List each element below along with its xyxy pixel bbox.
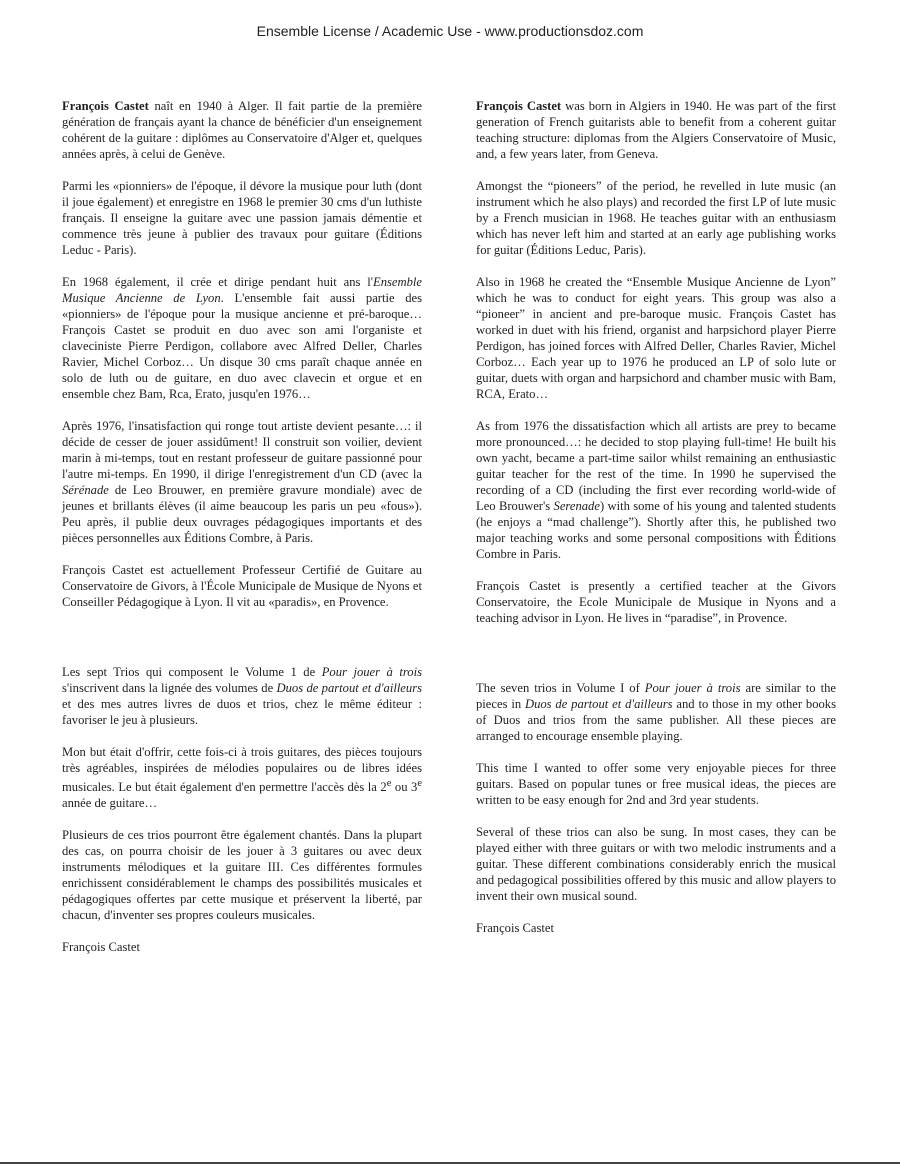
- en-bio-paragraph-1: François Castet was born in Algiers in 1940. He was part of the first generation of French guitarists able to benefit from a coherent guitar teaching structure: diplomas from the Algiers Conservatoire of Music, and, a few years later, from Geneva.: [476, 99, 837, 161]
- en-bio-paragraph-2: Amongst the “pioneers” of the period, he revelled in lute music (an instrument which he also plays) and recorded the first LP of lute music by a French musician in 1968. He teaches guitar with an enthusiasm which has never left him and started at an early age publishing works for guitar (Éditions Leduc, Paris).: [476, 179, 836, 257]
- fr-bio-paragraph-5: François Castet est actuellement Professeur Certifié de Guitare au Conservatoire de Givors, à l'École Municipale de Musique de Nyons et Conseiller Pédagogique à Lyon. Il vit au «paradis», en Provence.: [62, 563, 422, 609]
- fr-author-name: François Castet: [62, 99, 149, 113]
- fr-bio-paragraph-2: Parmi les «pionniers» de l'époque, il dévore la musique pour luth (dont il joue également) et enregistre en 1968 le premier 30 cms d'un luthiste français. Il enseigne la guitare avec une passion jamais démentie et commence très jeune à publier des travaux pour guitare (Éditions Leduc - Paris).: [62, 179, 422, 257]
- en-intro-paragraph-3: Several of these trios can also be sung. In most cases, they can be played either with three guitars or with two melodic instruments and a guitar. These different combinations considerably enrich the musical and pedagogical possibilities offered by this music and allow players to invent their own musical sound.: [476, 825, 837, 903]
- en-bio-paragraph-5: François Castet is presently a certified teacher at the Givors Conservatoire, the Ecole Municipale de Musique in Nyons and a teaching advisor in Lyon. He lives in “paradise”, in Provence.: [476, 579, 836, 625]
- fr-signature: François Castet: [62, 940, 140, 955]
- fr-bio-paragraph-4: Après 1976, l'insatisfaction qui ronge tout artiste devient pesante…: il décide de cesser de jouer assidûment! Il construit son voilier, devient marin à mi-temps, tout en restant professeur de guitare passionné pour l'autre mi-temps. En 1990, il dirige l'enregistrement d'un CD (avec la Sérénade de Leo Brouwer, en première gravure mondiale) avec de jeunes et brillants élèves (il aime beaucoup les paris un peu «fous»). Peu après, il publie deux ouvrages pédagogiques importants et des pièces personnelles aux Éditions Combre, à Paris.: [62, 419, 422, 545]
- fr-bio-paragraph-1: François Castet naît en 1940 à Alger. Il fait partie de la première génération de français ayant la chance de bénéficier d'un enseignement cohérent de la guitare : diplômes au Conservatoire d'Alger et, quelques années après, à celui de Genève.: [62, 99, 422, 161]
- en-signature: François Castet: [476, 921, 554, 935]
- english-column: [476, 98, 836, 952]
- en-bio-paragraph-4: As from 1976 the dissatisfaction which all artists are prey to became more pronounced…: he decided to stop playing full-time! He built his own yacht, became a part-time sailor whilst remaining an enthusiastic guitar teacher for the rest of the time. In 1990 he supervised the recording of a CD (including the first ever recording world-wide of Leo Brouwer's Serenade) with some of his young and talented students (he enjoys a “mad challenge”). Shortly after this, he published two major teaching works and some personal compositions with Éditions Combre in Paris.: [476, 419, 836, 561]
- en-intro-paragraph-1: The seven trios in Volume I of Pour jouer à trois are similar to the pieces in Duos de partout et d'ailleurs and to those in my other books of Duos and trios from the same publisher. All these pieces are arranged to encourage ensemble playing.: [476, 681, 836, 743]
- french-column: [62, 98, 422, 971]
- fr-intro-paragraph-1: Les sept Trios qui composent le Volume 1 de Pour jouer à trois s'inscrivent dans la lignée des volumes de Duos de partout et d'ailleurs et des mes autres livres de duos et trios, chez le même éditeur : favoriser le jeu à plusieurs.: [62, 665, 423, 727]
- en-author-name: François Castet: [476, 99, 562, 113]
- en-bio-paragraph-3: Also in 1968 he created the “Ensemble Musique Ancienne de Lyon” which he was to conduct for eight years. This group was also a “pioneer” in ancient and pre-baroque music. François Castet has worked in duet with his friend, organist and harpsichord player Pierre Perdigon, has joined forces with Alfred Deller, Charles Ravier, Michel Corboz… Each year up to 1976 he produced an LP of solo lute or guitar, duets with organ and harpsichord and chamber music with Bam, RCA, Erato…: [476, 275, 836, 401]
- fr-intro-paragraph-2: Mon but était d'offrir, cette fois-ci à trois guitares, des pièces toujours très agréables, inspirées de mélodies populaires ou de libres idées musicales. Le but était également d'en permettre l'accès dès la 2e ou 3e année de guitare…: [62, 745, 422, 811]
- fr-intro-paragraph-3: Plusieurs de ces trios pourront être également chantés. Dans la plupart des cas, on pourra choisir de les jouer à 3 guitares ou avec deux instruments mélodiques et la guitare III. Ces différentes formules enrichissent considérablement le champs des possibilités musicales et pédagogiques offertes par cette musique et préservent la liberté, par chacun, d'inventer ses propres couleurs musicales.: [62, 828, 422, 923]
- license-banner: Ensemble License / Academic Use - www.productionsdoz.com: [256, 23, 644, 39]
- fr-bio-paragraph-3: En 1968 également, il crée et dirige pendant huit ans l'Ensemble Musique Ancienne de Lyon. L'ensemble fait aussi partie des «pionniers» de l'époque pour la musique ancienne et pré-baroque… François Castet se produit en duo avec son ami l'organiste et claveciniste Pierre Perdigon, collabore avec Alfred Deller, Charles Ravier, Michel Corboz… Un disque 30 cms paraît chaque année en solo de luth ou de guitare, en duo avec clavecin et orgue et en ensemble chez Bam, Rca, Erato, jusqu'en 1976…: [62, 275, 423, 401]
- en-intro-paragraph-2: This time I wanted to offer some very enjoyable pieces for three guitars. Based on popular tunes or free musical ideas, the pieces are written to be easy enough for 2nd and 3rd year students.: [476, 761, 836, 807]
